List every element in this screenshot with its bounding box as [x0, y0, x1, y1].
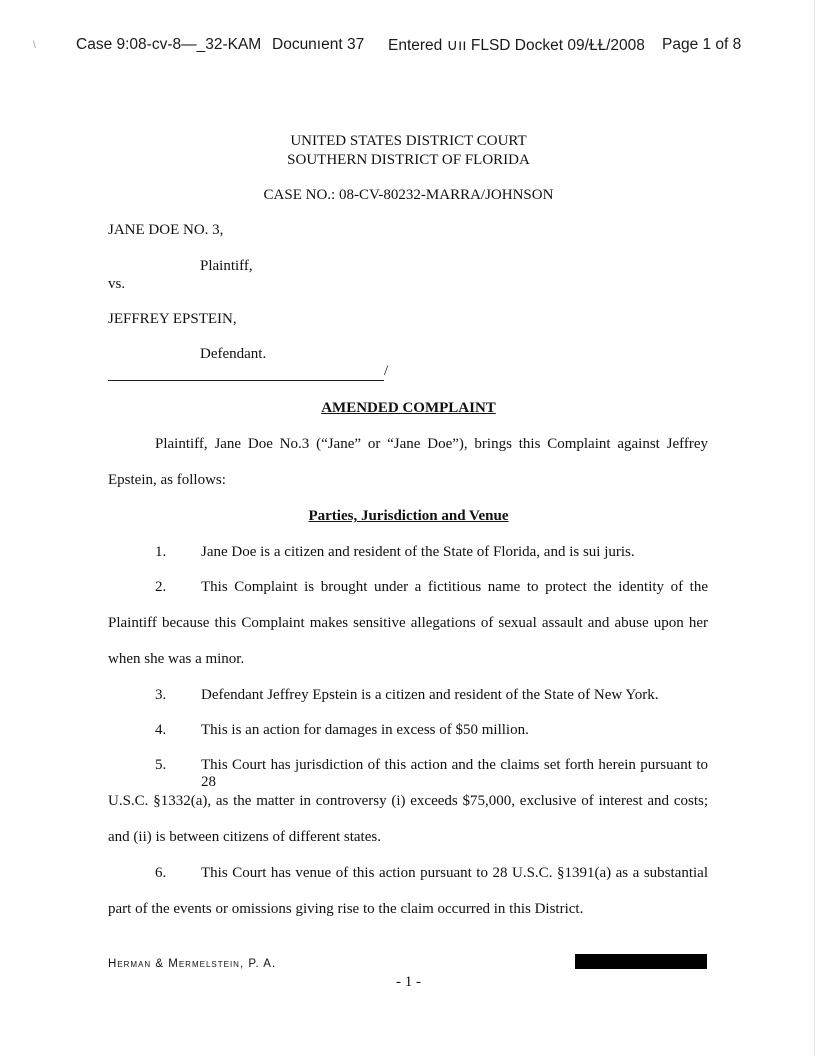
scan-mark: \ [33, 40, 36, 51]
header-page-count: Page 1 of 8 [662, 36, 742, 53]
paragraph-4-line-1: This is an action for damages in excess of $50 million. [201, 722, 529, 738]
caption-rule [108, 380, 384, 381]
paragraph-5-line-2: U.S.C. §1332(a), as the matter in controversy (i) exceeds $75,000, exclusive of interest and costs; [108, 793, 708, 809]
section-heading: Parties, Jurisdiction and Venue [308, 508, 509, 524]
paragraph-number: 4. [155, 722, 167, 738]
paragraph-2-line-2: Plaintiff because this Complaint makes sensitive allegations of sexual assault and abuse upon her [108, 615, 708, 631]
paragraph-number: 3. [155, 687, 167, 703]
paragraph-5-line-1: This Court has jurisdiction of this action and the claims set forth herein pursuant to 28 [201, 757, 708, 790]
document-title: AMENDED COMPLAINT [321, 400, 496, 416]
redaction-bar [575, 954, 707, 969]
intro-line-2: Epstein, as follows: [108, 472, 226, 488]
header-entered-docket: Entered ∪ıı FLSD Docket 09/ⱢⱢ/2008 [388, 37, 645, 54]
paragraph-2-line-1: This Complaint is brought under a fictitious name to protect the identity of the [201, 579, 708, 595]
paragraph-1-line-1: Jane Doe is a citizen and resident of the State of Florida, and is sui juris. [201, 544, 635, 560]
versus: vs. [108, 276, 126, 292]
paragraph-number: 2. [155, 579, 167, 595]
paragraph-3-line-1: Defendant Jeffrey Epstein is a citizen and resident of the State of New York. [201, 687, 659, 703]
court-district: SOUTHERN DISTRICT OF FLORIDA [287, 152, 530, 168]
law-firm-name: Herman & Mermelstein, P. A. [108, 958, 277, 970]
paragraph-5-line-3: and (ii) is between citizens of different states. [108, 829, 381, 845]
plaintiff-name: JANE DOE NO. 3, [108, 222, 224, 238]
header-case-number: Case 9:08-cv-8—_32-KAM [76, 36, 262, 53]
paragraph-6-line-1: This Court has venue of this action pursuant to 28 U.S.C. §1391(a) as a substantial [201, 865, 708, 881]
paragraph-2-line-3: when she was a minor. [108, 651, 245, 667]
court-name: UNITED STATES DISTRICT COURT [290, 133, 527, 149]
paragraph-number: 6. [155, 865, 167, 881]
defendant-role: Defendant. [200, 346, 267, 362]
page-number: - 1 - [396, 974, 421, 990]
paragraph-6-line-2: part of the events or omissions giving rise to the claim occurred in this District. [108, 901, 584, 917]
caption-slash: / [384, 363, 389, 379]
intro-line-1: Plaintiff, Jane Doe No.3 (“Jane” or “Jane Doe”), brings this Complaint against Jeffrey [155, 436, 708, 452]
case-number: CASE NO.: 08-CV-80232-MARRA/JOHNSON [263, 187, 554, 203]
header-document-number: Docunıent 37 [272, 36, 365, 53]
paragraph-number: 1. [155, 544, 167, 560]
plaintiff-role: Plaintiff, [200, 258, 253, 274]
paragraph-number: 5. [155, 757, 167, 773]
defendant-name: JEFFREY EPSTEIN, [108, 311, 237, 327]
